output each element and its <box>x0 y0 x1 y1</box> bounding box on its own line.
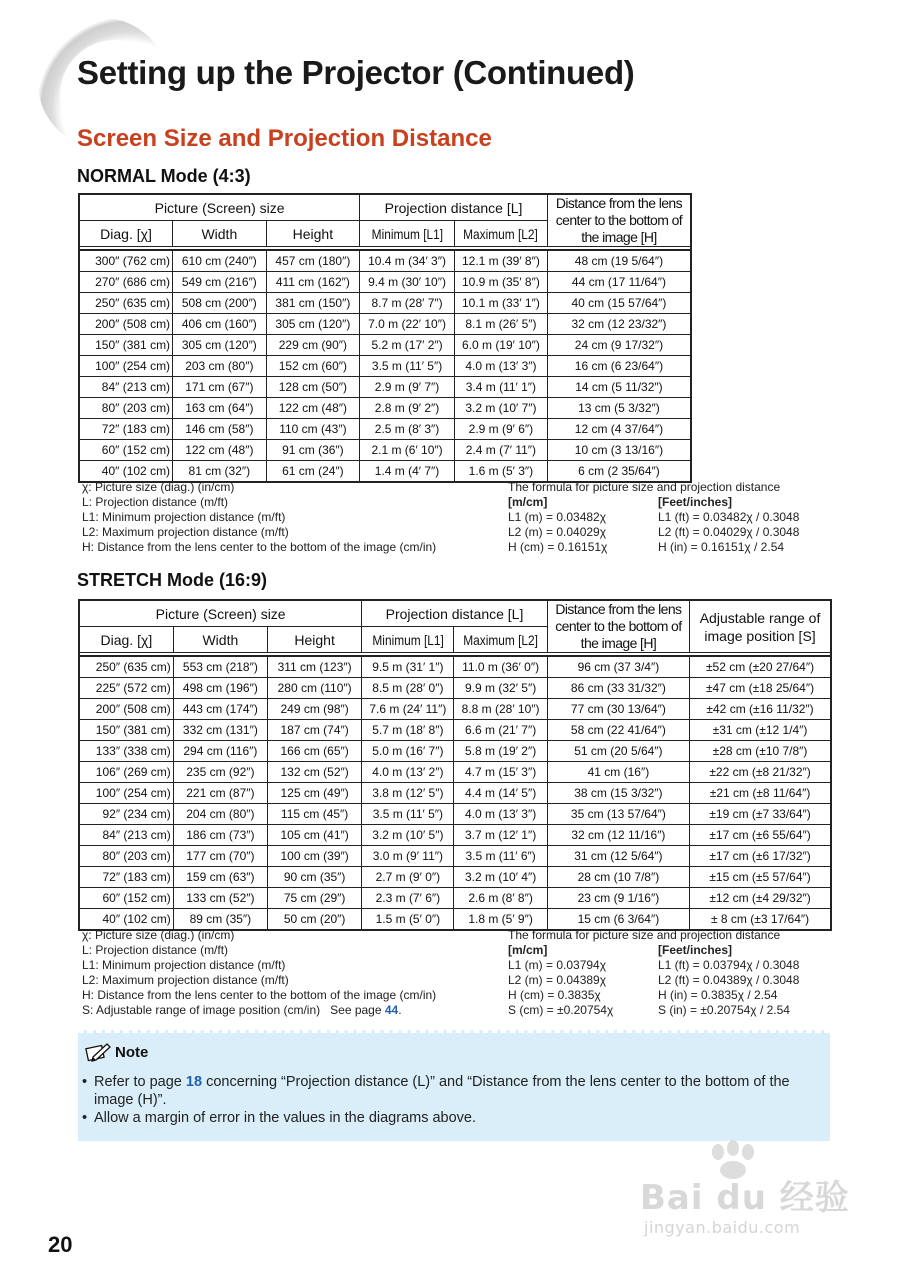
table-cell: 31 cm (12 5/64″) <box>547 846 689 867</box>
table-cell: 91 cm (36″) <box>266 440 360 461</box>
formula-line: H (cm) = 0.16151χ <box>508 540 608 554</box>
table-row <box>79 398 691 419</box>
table-cell: 14 cm (5 11/32″) <box>547 377 691 398</box>
table-cell: 6 cm (2 35/64″) <box>547 461 691 483</box>
table-cell: 150″ (381 cm) <box>79 335 173 356</box>
table-cell: 2.6 m (8′ 8″) <box>454 888 547 909</box>
table-cell: 305 cm (120″) <box>173 335 267 356</box>
table-cell: 125 cm (49″) <box>268 783 362 804</box>
legend-line: L2: Maximum projection distance (m/ft) <box>82 973 289 987</box>
table-cell: 4.0 m (13′ 3″) <box>454 804 547 825</box>
header-min: Minimum [L1] <box>369 627 447 653</box>
baidu-watermark <box>640 1140 850 1250</box>
table-cell: 44 cm (17 11/64″) <box>547 272 691 293</box>
table-cell: 38 cm (15 3/32″) <box>547 783 689 804</box>
table-cell: 3.0 m (9′ 11″) <box>362 846 454 867</box>
table-cell: 498 cm (196″) <box>173 678 267 699</box>
header-diag: Diag. [χ] <box>79 221 173 247</box>
table-cell: 3.8 m (12′ 5″) <box>362 783 454 804</box>
table-cell: 48 cm (19 5/64″) <box>547 250 691 272</box>
table-cell: 457 cm (180″) <box>266 250 360 272</box>
table-cell: 235 cm (92″) <box>173 762 267 783</box>
table-cell: 200″ (508 cm) <box>79 314 173 335</box>
table-cell: 3.5 m (11′ 6″) <box>454 846 547 867</box>
formula-metric-head: [m/cm] <box>508 495 548 509</box>
table-cell: 133 cm (52″) <box>173 888 267 909</box>
table-row <box>79 461 691 483</box>
table-cell: 4.0 m (13′ 3″) <box>454 356 547 377</box>
table-cell: 146 cm (58″) <box>173 419 267 440</box>
table-cell: 2.1 m (6′ 10″) <box>360 440 455 461</box>
table-cell: 4.0 m (13′ 2″) <box>362 762 454 783</box>
table-cell: 159 cm (63″) <box>173 867 267 888</box>
table-cell: 6.6 m (21′ 7″) <box>454 720 547 741</box>
header-adjustable-range: Adjustable range of image position [S] <box>690 600 831 653</box>
table-cell: 84″ (213 cm) <box>79 825 173 846</box>
header-picture-size: Picture (Screen) size <box>79 194 360 221</box>
table-cell: ±17 cm (±6 55/64″) <box>690 825 831 846</box>
table-cell: 10.9 m (35′ 8″) <box>454 272 547 293</box>
table-cell: 186 cm (73″) <box>173 825 267 846</box>
table-row <box>79 656 831 678</box>
table-row <box>79 440 691 461</box>
formula-title: The formula for picture size and projection distance <box>508 480 781 494</box>
table-row <box>79 846 831 867</box>
table-cell: 3.5 m (11′ 5″) <box>362 804 454 825</box>
legend-line: L: Projection distance (m/ft) <box>82 943 229 957</box>
normal-mode-table <box>78 193 692 483</box>
normal-mode-title: NORMAL Mode (4:3) <box>77 166 251 186</box>
table-cell: 132 cm (52″) <box>268 762 362 783</box>
table-cell: 9.5 m (31′ 1″) <box>362 656 454 678</box>
header-min: Minimum [L1] <box>367 221 448 247</box>
table-cell: 5.8 m (19′ 2″) <box>454 741 547 762</box>
table-cell: 72″ (183 cm) <box>79 867 173 888</box>
table-cell: 4.7 m (15′ 3″) <box>454 762 547 783</box>
table-cell: 105 cm (41″) <box>268 825 362 846</box>
header-picture-size: Picture (Screen) size <box>79 600 362 627</box>
stretch-mode-title: STRETCH Mode (16:9) <box>77 570 268 590</box>
table-cell: 2.9 m (9′ 7″) <box>360 377 455 398</box>
header-projection-distance: Projection distance [L] <box>360 194 548 221</box>
table-cell: 15 cm (6 3/64″) <box>547 909 689 931</box>
table-cell: 508 cm (200″) <box>173 293 267 314</box>
table-row <box>79 678 831 699</box>
table-cell: 11.0 m (36′ 0″) <box>454 656 547 678</box>
note-heading: Note <box>85 1042 148 1062</box>
legend-line: L2: Maximum projection distance (m/ft) <box>82 525 289 539</box>
header-lens-center: Distance from the lens center to the bottom of the image [H] <box>547 194 691 247</box>
table-cell: 80″ (203 cm) <box>79 398 173 419</box>
table-cell: 100 cm (39″) <box>268 846 362 867</box>
table-cell: 40″ (102 cm) <box>79 909 173 931</box>
table-cell: 280 cm (110″) <box>268 678 362 699</box>
note-item: • Refer to page 18 concerning “Projection distance (L)” and “Distance from the lens center to the bottom of the image (H)”. <box>82 1073 817 1109</box>
pencil-note-icon <box>85 1042 111 1062</box>
table-cell: 80″ (203 cm) <box>79 846 173 867</box>
table-cell: 5.7 m (18′ 8″) <box>362 720 454 741</box>
table-cell: 3.4 m (11′ 1″) <box>454 377 547 398</box>
table-cell: 41 cm (16″) <box>547 762 689 783</box>
table-row <box>79 783 831 804</box>
table-cell: 8.1 m (26′ 5″) <box>454 314 547 335</box>
table-cell: 100″ (254 cm) <box>79 356 173 377</box>
table-row <box>79 762 831 783</box>
table-cell: 81 cm (32″) <box>173 461 267 483</box>
table-cell: 115 cm (45″) <box>268 804 362 825</box>
table-row <box>79 356 691 377</box>
watermark-text: Bai du 经验 <box>640 1178 850 1218</box>
table-cell: 2.8 m (9′ 2″) <box>360 398 455 419</box>
formula-line: L1 (ft) = 0.03794χ / 0.3048 <box>658 958 800 972</box>
header-width: Width <box>173 221 267 247</box>
table-cell: 7.6 m (24′ 11″) <box>362 699 454 720</box>
table-cell: 305 cm (120″) <box>266 314 360 335</box>
table-cell: 5.0 m (16′ 7″) <box>362 741 454 762</box>
table-cell: 106″ (269 cm) <box>79 762 173 783</box>
table-cell: 84″ (213 cm) <box>79 377 173 398</box>
table-cell: 100″ (254 cm) <box>79 783 173 804</box>
table-cell: 5.2 m (17′ 2″) <box>360 335 455 356</box>
table-cell: 72″ (183 cm) <box>79 419 173 440</box>
table-cell: 75 cm (29″) <box>268 888 362 909</box>
table-cell: 28 cm (10 7/8″) <box>547 867 689 888</box>
table-cell: ±28 cm (±10 7/8″) <box>690 741 831 762</box>
table-cell: 32 cm (12 11/16″) <box>547 825 689 846</box>
formula-line: L2 (ft) = 0.04389χ / 0.3048 <box>658 973 800 987</box>
formula-line: L1 (m) = 0.03794χ <box>508 958 607 972</box>
table-cell: 86 cm (33 31/32″) <box>547 678 689 699</box>
table-cell: 270″ (686 cm) <box>79 272 173 293</box>
legend-line: H: Distance from the lens center to the bottom of the image (cm/in) <box>82 540 437 554</box>
header-lens-center: Distance from the lens center to the bottom of the image [H] <box>547 600 689 653</box>
table-row <box>79 825 831 846</box>
table-cell: ±19 cm (±7 33/64″) <box>690 804 831 825</box>
table-cell: 332 cm (131″) <box>173 720 267 741</box>
table-cell: 58 cm (22 41/64″) <box>547 720 689 741</box>
formula-line: H (cm) = 0.3835χ <box>508 988 601 1002</box>
table-cell: ±17 cm (±6 17/32″) <box>690 846 831 867</box>
table-cell: 40 cm (15 57/64″) <box>547 293 691 314</box>
table-cell: ±31 cm (±12 1/4″) <box>690 720 831 741</box>
formula-line: S (cm) = ±0.20754χ <box>508 1003 614 1017</box>
normal-formula <box>508 480 799 555</box>
formula-imperial-head: [Feet/inches] <box>658 943 733 957</box>
table-cell: 4.4 m (14′ 5″) <box>454 783 547 804</box>
table-cell: 50 cm (20″) <box>268 909 362 931</box>
table-cell: ±15 cm (±5 57/64″) <box>690 867 831 888</box>
table-cell: 9.4 m (30′ 10″) <box>360 272 455 293</box>
table-cell: ±42 cm (±16 11/32″) <box>690 699 831 720</box>
table-cell: 2.9 m (9′ 6″) <box>454 419 547 440</box>
table-cell: 23 cm (9 1/16″) <box>547 888 689 909</box>
table-cell: 171 cm (67″) <box>173 377 267 398</box>
watermark-url: jingyan.baidu.com <box>644 1218 801 1237</box>
table-cell: 110 cm (43″) <box>266 419 360 440</box>
table-cell: 610 cm (240″) <box>173 250 267 272</box>
table-cell: 32 cm (12 23/32″) <box>547 314 691 335</box>
header-height: Height <box>266 221 360 247</box>
table-cell: 61 cm (24″) <box>266 461 360 483</box>
note-list <box>82 1073 817 1127</box>
table-cell: 311 cm (123″) <box>268 656 362 678</box>
table-cell: 200″ (508 cm) <box>79 699 173 720</box>
page-44-link[interactable]: 44 <box>384 1003 399 1017</box>
section-title: Screen Size and Projection Distance <box>77 125 492 152</box>
header-max: Maximum [L2] <box>461 627 540 653</box>
table-row <box>79 699 831 720</box>
table-cell: 3.2 m (10′ 5″) <box>362 825 454 846</box>
table-cell: 8.7 m (28′ 7″) <box>360 293 455 314</box>
table-cell: 152 cm (60″) <box>266 356 360 377</box>
legend-line: χ: Picture size (diag.) (in/cm) <box>82 928 235 942</box>
table-cell: ±52 cm (±20 27/64″) <box>690 656 831 678</box>
stretch-mode-table <box>78 599 832 931</box>
formula-line: L2 (m) = 0.04389χ <box>508 973 607 987</box>
legend-line: L: Projection distance (m/ft) <box>82 495 229 509</box>
table-cell: 549 cm (216″) <box>173 272 267 293</box>
table-cell: 249 cm (98″) <box>268 699 362 720</box>
table-cell: 122 cm (48″) <box>266 398 360 419</box>
table-cell: 3.5 m (11′ 5″) <box>360 356 455 377</box>
table-cell: 443 cm (174″) <box>173 699 267 720</box>
legend-line: L1: Minimum projection distance (m/ft) <box>82 958 286 972</box>
table-cell: 2.5 m (8′ 3″) <box>360 419 455 440</box>
table-cell: 12.1 m (39′ 8″) <box>454 250 547 272</box>
formula-line: L2 (ft) = 0.04029χ / 0.3048 <box>658 525 800 539</box>
table-cell: 12 cm (4 37/64″) <box>547 419 691 440</box>
formula-title: The formula for picture size and projection distance <box>508 928 781 942</box>
table-cell: 553 cm (218″) <box>173 656 267 678</box>
table-cell: ± 8 cm (±3 17/64″) <box>690 909 831 931</box>
page-title: Setting up the Projector (Continued) <box>77 54 635 91</box>
table-cell: 13 cm (5 3/32″) <box>547 398 691 419</box>
table-cell: 187 cm (74″) <box>268 720 362 741</box>
formula-line: H (in) = 0.16151χ / 2.54 <box>658 540 785 554</box>
table-row <box>79 741 831 762</box>
table-row <box>79 335 691 356</box>
table-cell: ±47 cm (±18 25/64″) <box>690 678 831 699</box>
table-cell: 294 cm (116″) <box>173 741 267 762</box>
normal-legend <box>82 480 436 555</box>
table-row <box>79 293 691 314</box>
stretch-formula <box>508 928 799 1018</box>
header-height: Height <box>268 627 362 653</box>
table-cell: 163 cm (64″) <box>173 398 267 419</box>
table-cell: 6.0 m (19′ 10″) <box>454 335 547 356</box>
table-cell: 203 cm (80″) <box>173 356 267 377</box>
table-cell: ±22 cm (±8 21/32″) <box>690 762 831 783</box>
table-cell: 411 cm (162″) <box>266 272 360 293</box>
table-cell: 2.7 m (9′ 0″) <box>362 867 454 888</box>
stretch-legend <box>82 928 436 1018</box>
table-cell: ±21 cm (±8 11/64″) <box>690 783 831 804</box>
formula-line: L2 (m) = 0.04029χ <box>508 525 607 539</box>
formula-line: L1 (ft) = 0.03482χ / 0.3048 <box>658 510 800 524</box>
table-cell: 8.8 m (28′ 10″) <box>454 699 547 720</box>
table-cell: 229 cm (90″) <box>266 335 360 356</box>
table-cell: 221 cm (87″) <box>173 783 267 804</box>
table-cell: 10.4 m (34′ 3″) <box>360 250 455 272</box>
table-row <box>79 909 831 931</box>
table-row <box>79 720 831 741</box>
table-cell: 1.6 m (5′ 3″) <box>454 461 547 483</box>
legend-line: L1: Minimum projection distance (m/ft) <box>82 510 286 524</box>
table-cell: 60″ (152 cm) <box>79 440 173 461</box>
table-cell: ±12 cm (±4 29/32″) <box>690 888 831 909</box>
table-cell: 150″ (381 cm) <box>79 720 173 741</box>
header-diag: Diag. [χ] <box>79 627 173 653</box>
table-row <box>79 419 691 440</box>
table-cell: 10 cm (3 13/16″) <box>547 440 691 461</box>
table-row <box>79 272 691 293</box>
page-18-link[interactable]: 18 <box>185 1074 203 1090</box>
table-row <box>79 888 831 909</box>
legend-line: S: Adjustable range of image position (cm/in) See page 44. <box>82 1003 402 1017</box>
legend-s: S: Adjustable range of image position (cm/in) <box>82 1003 321 1017</box>
table-row <box>79 804 831 825</box>
table-cell: 77 cm (30 13/64″) <box>547 699 689 720</box>
table-cell: 406 cm (160″) <box>173 314 267 335</box>
table-cell: 96 cm (37 3/4″) <box>547 656 689 678</box>
table-cell: 7.0 m (22′ 10″) <box>360 314 455 335</box>
table-cell: 381 cm (150″) <box>266 293 360 314</box>
table-cell: 10.1 m (33′ 1″) <box>454 293 547 314</box>
table-cell: 2.4 m (7′ 11″) <box>454 440 547 461</box>
table-cell: 250″ (635 cm) <box>79 656 173 678</box>
formula-line: L1 (m) = 0.03482χ <box>508 510 607 524</box>
note-item: • Allow a margin of error in the values in the diagrams above. <box>82 1109 817 1127</box>
table-cell: 3.2 m (10′ 4″) <box>454 867 547 888</box>
table-cell: 40″ (102 cm) <box>79 461 173 483</box>
table-cell: 60″ (152 cm) <box>79 888 173 909</box>
table-cell: 2.3 m (7′ 6″) <box>362 888 454 909</box>
table-cell: 89 cm (35″) <box>173 909 267 931</box>
table-cell: 122 cm (48″) <box>173 440 267 461</box>
formula-line: S (in) = ±0.20754χ / 2.54 <box>658 1003 790 1017</box>
table-cell: 1.4 m (4′ 7″) <box>360 461 455 483</box>
legend-line: H: Distance from the lens center to the bottom of the image (cm/in) <box>82 988 437 1002</box>
table-cell: 92″ (234 cm) <box>79 804 173 825</box>
table-cell: 3.7 m (12′ 1″) <box>454 825 547 846</box>
header-projection-distance: Projection distance [L] <box>362 600 547 627</box>
table-cell: 35 cm (13 57/64″) <box>547 804 689 825</box>
table-row <box>79 867 831 888</box>
table-cell: 16 cm (6 23/64″) <box>547 356 691 377</box>
table-cell: 204 cm (80″) <box>173 804 267 825</box>
table-row <box>79 377 691 398</box>
table-cell: 9.9 m (32′ 5″) <box>454 678 547 699</box>
table-cell: 3.2 m (10′ 7″) <box>454 398 547 419</box>
formula-line: H (in) = 0.3835χ / 2.54 <box>658 988 778 1002</box>
table-cell: 128 cm (50″) <box>266 377 360 398</box>
table-cell: 177 cm (70″) <box>173 846 267 867</box>
table-cell: 225″ (572 cm) <box>79 678 173 699</box>
table-cell: 166 cm (65″) <box>268 741 362 762</box>
legend-line: χ: Picture size (diag.) (in/cm) <box>82 480 235 494</box>
table-cell: 90 cm (35″) <box>268 867 362 888</box>
table-cell: 24 cm (9 17/32″) <box>547 335 691 356</box>
header-max: Maximum [L2] <box>461 221 540 247</box>
table-row <box>79 314 691 335</box>
page-number: 20 <box>48 1232 73 1257</box>
table-row <box>79 250 691 272</box>
formula-imperial-head: [Feet/inches] <box>658 495 733 509</box>
header-width: Width <box>173 627 267 653</box>
table-cell: 300″ (762 cm) <box>79 250 173 272</box>
table-cell: 133″ (338 cm) <box>79 741 173 762</box>
formula-metric-head: [m/cm] <box>508 943 548 957</box>
table-cell: 1.5 m (5′ 0″) <box>362 909 454 931</box>
table-cell: 8.5 m (28′ 0″) <box>362 678 454 699</box>
table-cell: 250″ (635 cm) <box>79 293 173 314</box>
table-cell: 1.8 m (5′ 9″) <box>454 909 547 931</box>
legend-see: See page <box>330 1003 382 1017</box>
table-cell: 51 cm (20 5/64″) <box>547 741 689 762</box>
